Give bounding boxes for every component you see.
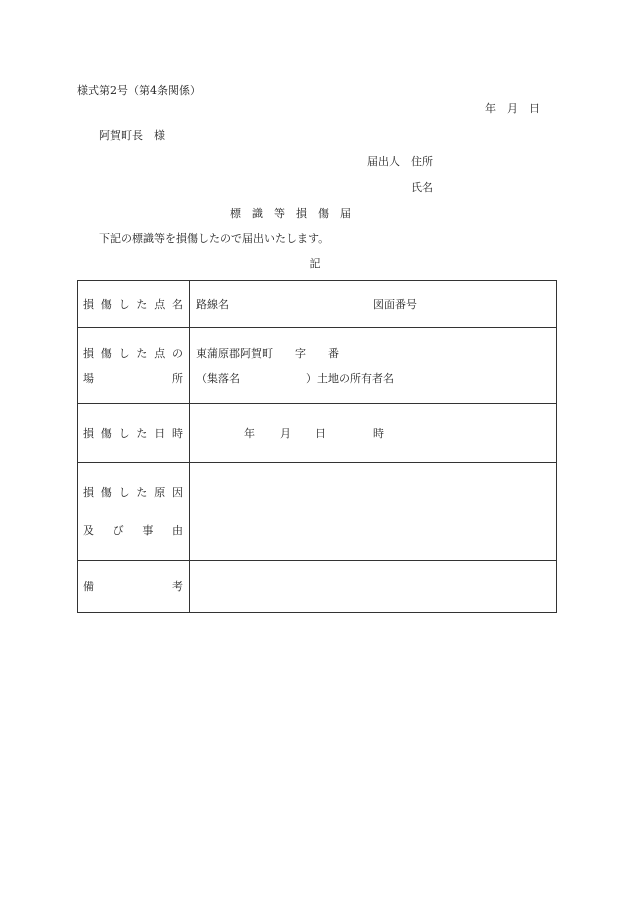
remarks-field[interactable] [190, 561, 557, 613]
label-char: 事 [142, 524, 154, 537]
label-char: 損 [83, 297, 94, 311]
addressee: 阿賀町長 様 [99, 129, 165, 142]
month-unit: 月 [280, 427, 291, 440]
label-char: 及 [83, 524, 94, 537]
label-char: た [136, 486, 148, 499]
damage-datetime-label [78, 404, 190, 463]
label-char: 点 [154, 346, 166, 360]
year-unit: 年 [244, 427, 255, 440]
damaged-point-name-field[interactable] [190, 281, 557, 328]
intro-text: 下記の標識等を損傷したので届出いたします。 [99, 232, 330, 245]
damaged-point-name-label [78, 281, 190, 328]
damage-cause-field[interactable] [190, 463, 557, 561]
table-row [78, 463, 557, 561]
table-row [78, 561, 557, 613]
label-char: 損 [83, 346, 94, 360]
hour-unit: 時 [373, 427, 384, 440]
label-char: 由 [171, 524, 183, 537]
table-row [78, 281, 557, 328]
damage-datetime-field[interactable] [190, 404, 557, 463]
label-char: 傷 [100, 426, 112, 440]
label-char: し [118, 297, 130, 311]
label-char: 考 [172, 580, 183, 593]
label-char: 因 [171, 486, 183, 499]
map-number-label: 図面番号 [373, 298, 417, 311]
address-line: 東蒲原郡阿賀町 字 番 [196, 347, 339, 360]
damaged-point-location-field[interactable] [190, 328, 557, 404]
form-table [77, 280, 557, 613]
label-char: た [136, 346, 148, 360]
remarks-label [78, 561, 190, 613]
label-char: の [171, 346, 183, 360]
label-char: 傷 [100, 297, 112, 311]
label-char: 傷 [100, 346, 112, 360]
label-char: 日 [154, 426, 166, 440]
ki-marker: 記 [309, 257, 321, 270]
label-char: び [112, 524, 124, 537]
label-char: し [118, 426, 130, 440]
label-char: 損 [83, 426, 94, 440]
label-char: し [118, 346, 130, 360]
label-char: 所 [172, 371, 183, 385]
label-char: 備 [83, 580, 94, 593]
table-row [78, 404, 557, 463]
form-id: 様式第2号（第4条関係） [77, 84, 201, 97]
label-char: 原 [154, 486, 166, 499]
document-title: 標 識 等 損 傷 届 [230, 207, 351, 220]
date-line: 年 月 日 [485, 102, 540, 115]
label-char: 時 [171, 426, 183, 440]
applicant-name-label: 氏名 [411, 181, 433, 194]
damaged-point-location-label [78, 328, 190, 404]
label-char: し [118, 486, 130, 499]
settlement-name-label: （集落名 [196, 372, 240, 385]
landowner-name-label: ）土地の所有者名 [306, 372, 394, 385]
label-char: 名 [171, 297, 183, 311]
label-char: 損 [83, 486, 94, 499]
table-row [78, 328, 557, 404]
applicant-address-label: 届出人 住所 [367, 155, 433, 168]
day-unit: 日 [315, 427, 326, 440]
label-char: た [136, 297, 148, 311]
route-name-label: 路線名 [196, 298, 229, 311]
label-char: た [136, 426, 148, 440]
label-char: 場 [83, 371, 94, 385]
damage-cause-label [78, 463, 190, 561]
label-char: 点 [154, 297, 166, 311]
label-char: 傷 [100, 486, 112, 499]
